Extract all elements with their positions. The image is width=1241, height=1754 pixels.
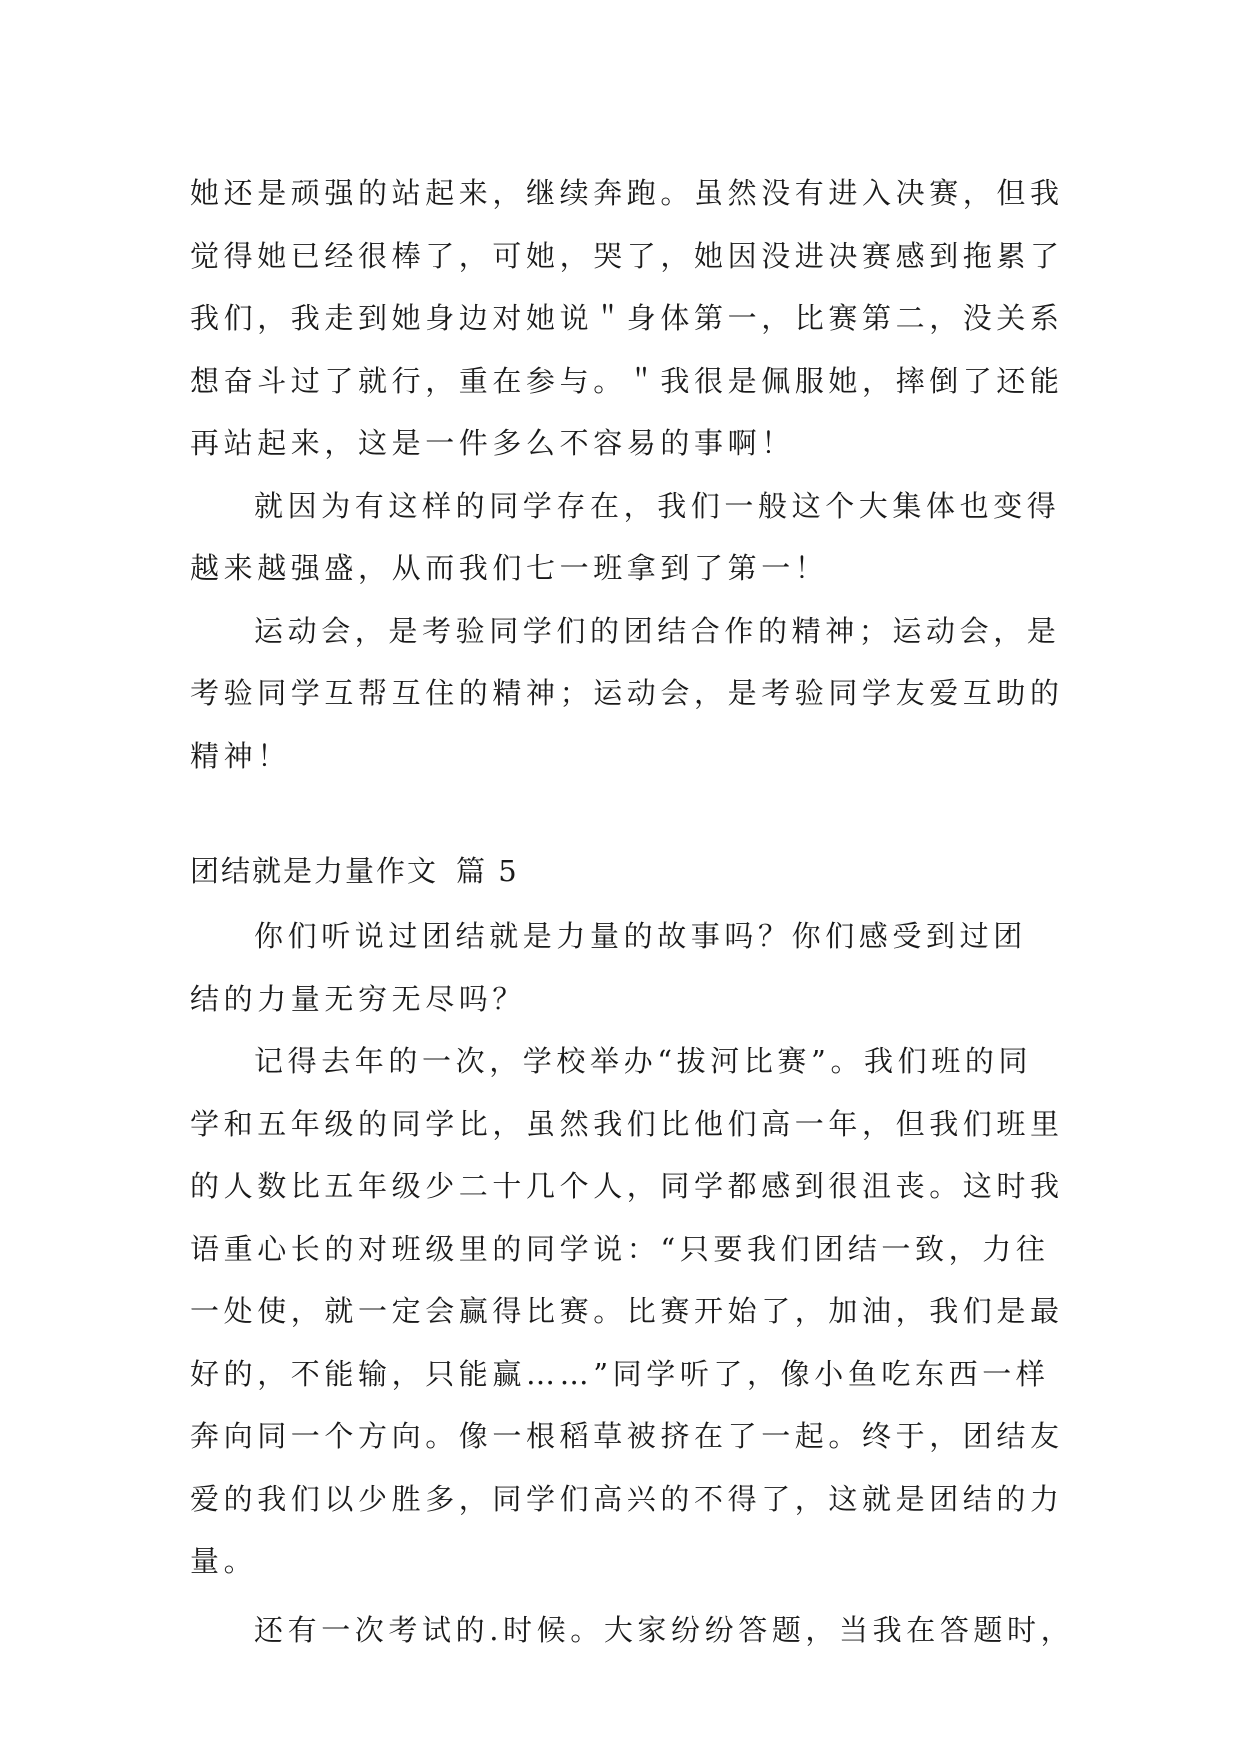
text-line: 她还是顽强的站起来，继续奔跑。虽然没有进入决赛，但我 [190,176,1064,210]
text-line: 奔向同一个方向。像一根稻草被挤在了一起。终于，团结友 [190,1419,1064,1453]
text-line: 精神！ [190,738,291,773]
text-line: 运动会，是考验同学们的团结合作的精神；运动会，是 [254,613,1061,648]
text-line: 越来越强盛，从而我们七一班拿到了第一！ [190,551,829,585]
text-line: 好的，不能输，只能赢……”同学听了，像小鱼吃东西一样 [190,1356,1050,1391]
essay-section-previous [190,162,1064,787]
essay-heading-title: 团结就是力量作文 [190,854,439,888]
essay-heading-number: 篇 5 [456,854,519,888]
essay-heading [190,843,1052,899]
document-page [190,162,1075,1661]
text-line: 觉得她已经很棒了，可她，哭了，她因没进决赛感到拖累了 [190,238,1064,273]
text-line: 量。 [190,1544,258,1578]
text-line: 想奋斗过了就行，重在参与。＂我很是佩服她，摔倒了还能 [190,363,1064,398]
essay-section-5 [190,905,1075,1661]
text-line: 还有一次考试的.时候。大家纷纷答题，当我在答题时， [254,1612,1075,1647]
text-line: 一处使，就一定会赢得比赛。比赛开始了，加油，我们是最 [190,1294,1064,1328]
text-line: 爱的我们以少胜多，同学们高兴的不得了，这就是团结的力 [190,1481,1064,1516]
text-line: 语重心长的对班级里的同学说：“只要我们团结一致，力往 [190,1231,1050,1266]
text-line: 学和五年级的同学比，虽然我们比他们高一年，但我们班里 [190,1106,1064,1141]
text-line: 再站起来，这是一件多么不容易的事啊！ [190,426,795,460]
text-line: 你们听说过团结就是力量的故事吗？你们感受到过团 [254,919,1027,953]
text-line: 我们，我走到她身边对她说＂身体第一，比赛第二，没关系 [190,301,1064,335]
text-line: 就因为有这样的同学存在，我们一般这个大集体也变得 [254,488,1061,523]
section-gap [190,787,1052,843]
text-line: 考验同学互帮互住的精神；运动会，是考验同学友爱互助的 [190,676,1064,710]
text-line: 结的力量无穷无尽吗？ [190,981,527,1016]
text-line: 记得去年的一次，学校举办“拔河比赛”。我们班的同 [254,1044,1033,1078]
text-line: 的人数比五年级少二十几个人，同学都感到很沮丧。这时我 [190,1169,1064,1203]
